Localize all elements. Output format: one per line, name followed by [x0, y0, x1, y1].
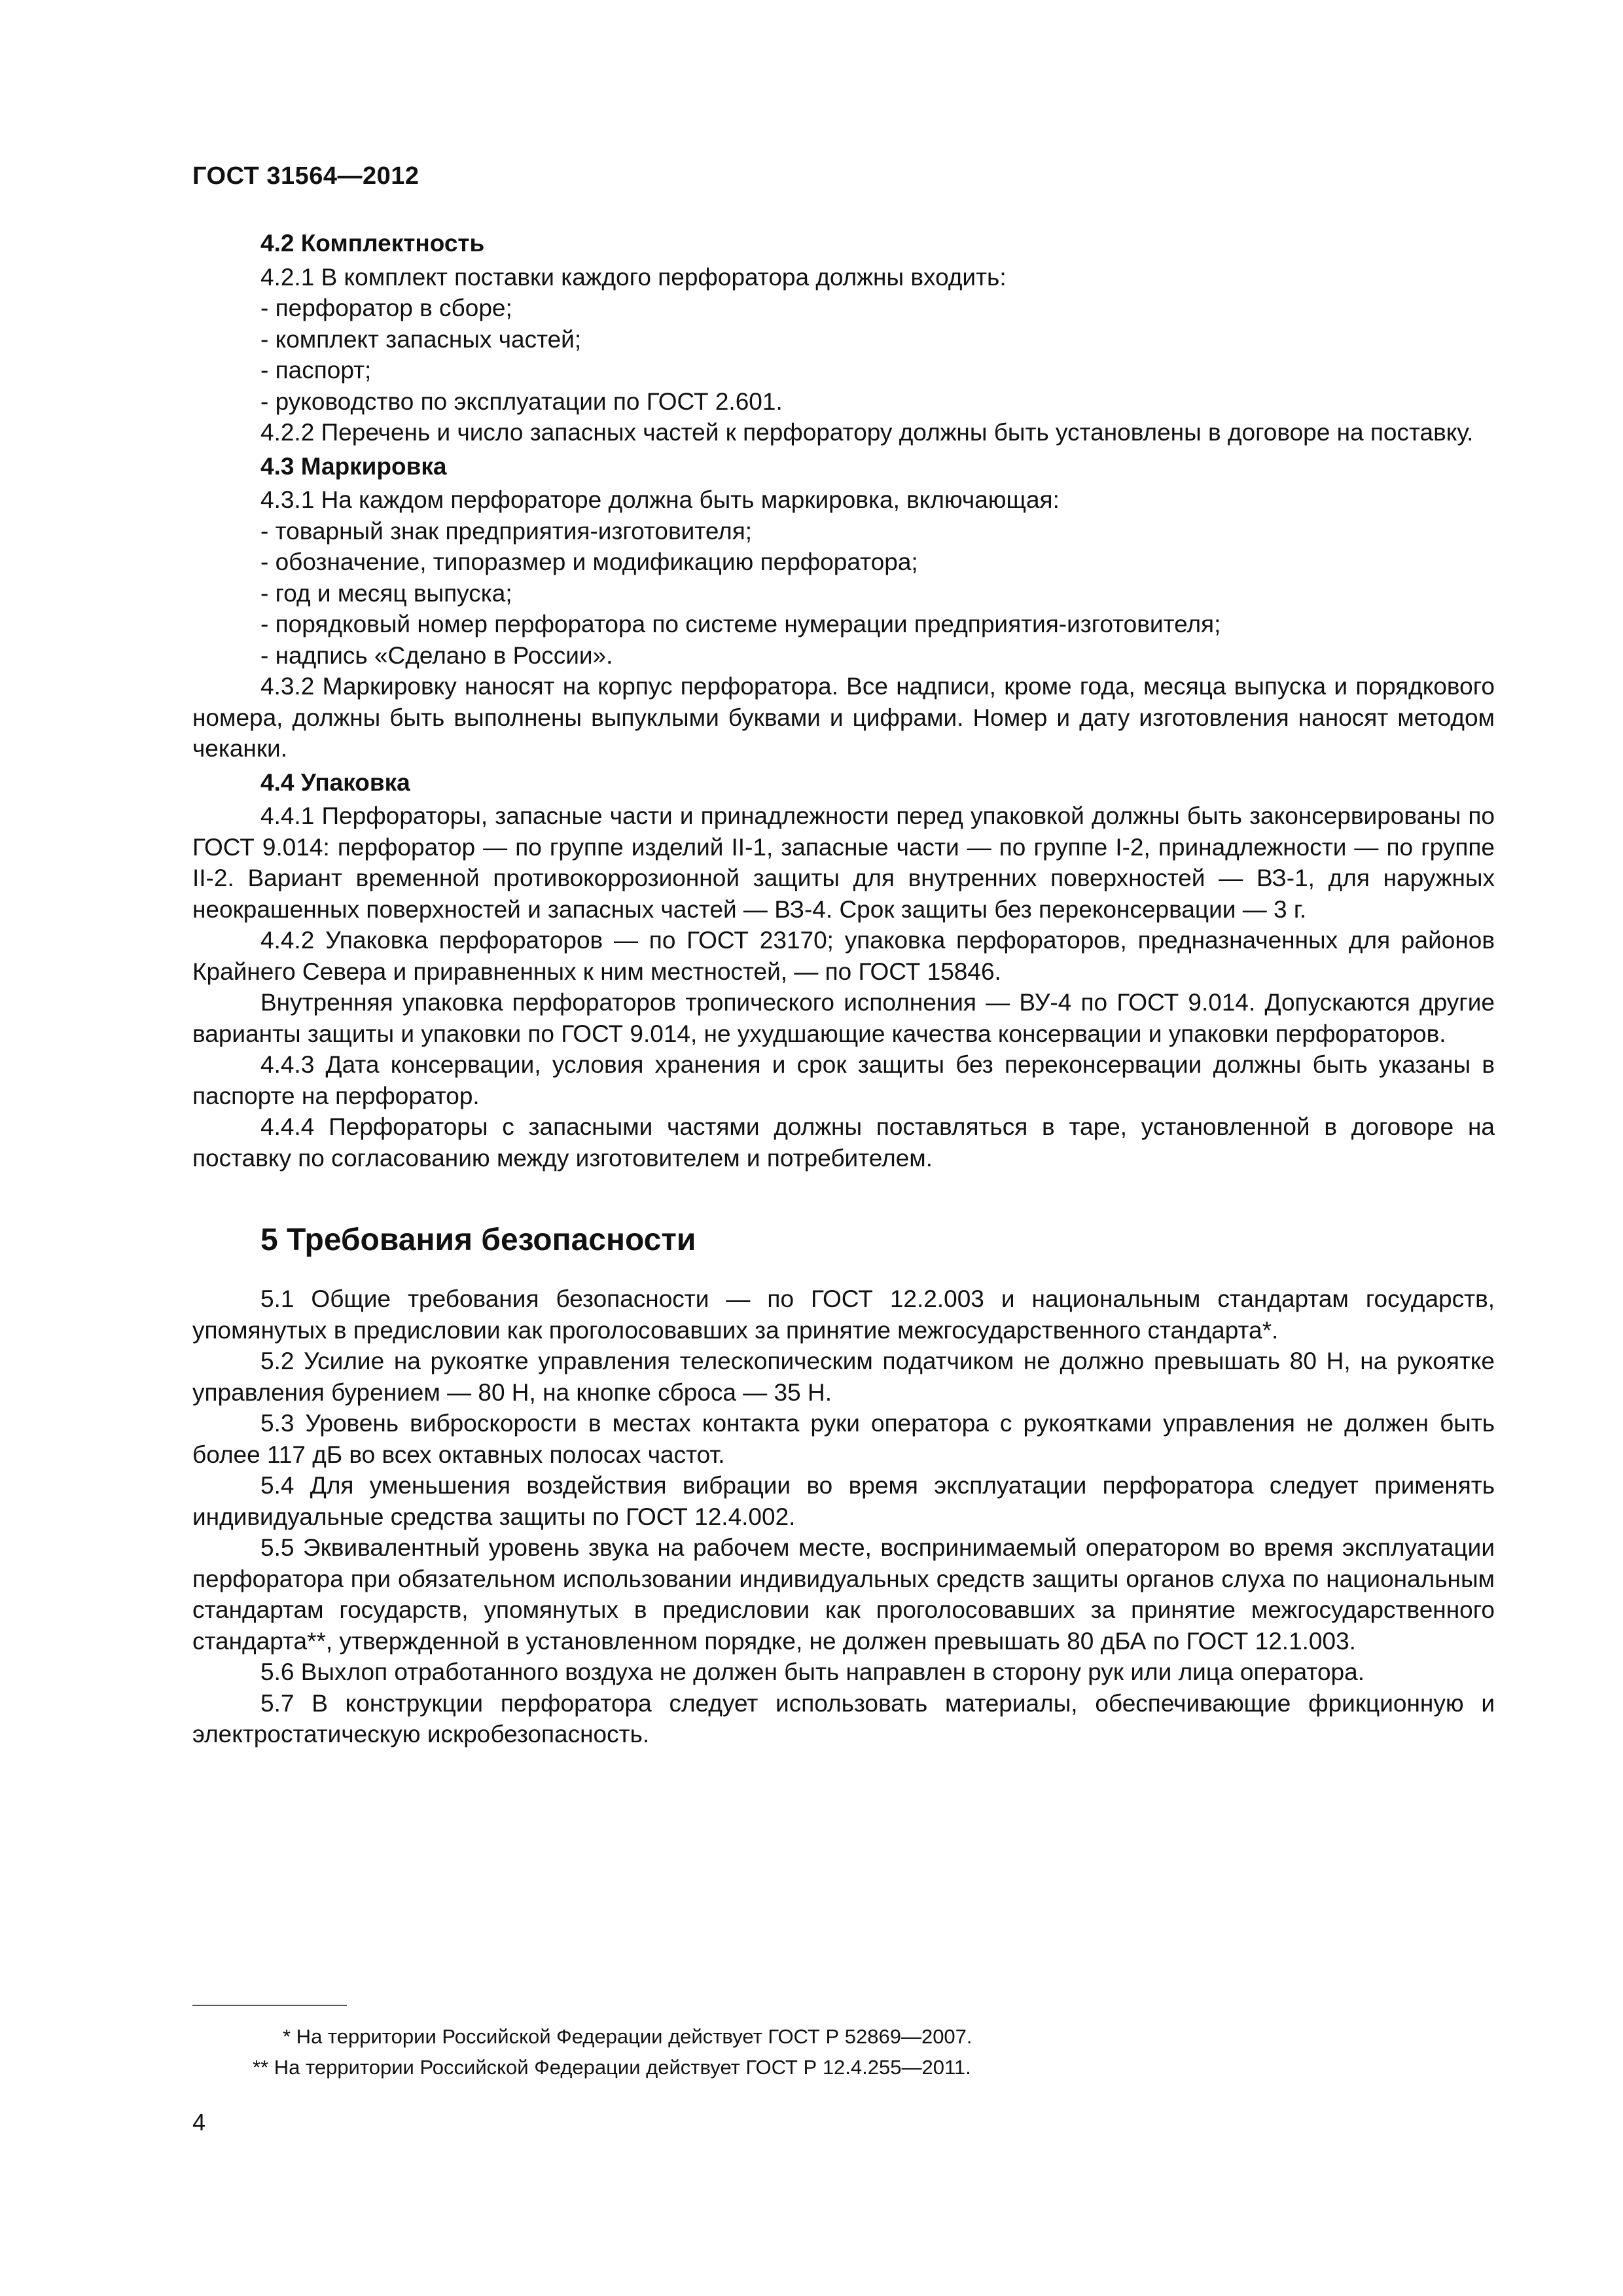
list-item: - товарный знак предприятия-изготовителя;: [260, 517, 753, 545]
list-item: - надпись «Сделано в России».: [260, 641, 613, 669]
footnote-2: ** На территории Российской Федерации действует ГОСТ Р 12.4.255—2011.: [253, 2056, 971, 2079]
clause-5-5: 5.5 Эквивалентный уровень звука на рабочем месте, воспринимаемый оператором во время эксплуатации перфоратора при обязательном использовании индивидуальных средств защиты органов слуха по национальным стандартам государств, упомянутых в предисловии как проголосовавших за принятие межгосударственного стандарта**, утвержденной в установленном порядке, не должен превышать 80 дБА по ГОСТ 12.1.003.: [192, 1534, 1495, 1655]
clause-4-3-2: 4.3.2 Маркировку наносят на корпус перфоратора. Все надписи, кроме года, месяца выпуска и порядкового номера, должны быть выполнены выпуклыми буквами и цифрами. Номер и дату изготовления наносят методом чеканки.: [192, 673, 1495, 762]
clause-4-2-2: 4.2.2 Перечень и число запасных частей к перфоратору должны быть установлены в договоре на поставку.: [260, 419, 1474, 446]
section-4-3-heading: 4.3 Маркировка: [260, 452, 447, 480]
clause-5-2: 5.2 Усилие на рукоятке управления телескопическим податчиком не должно превышать 80 Н, на рукоятке управления бурением — 80 Н, на кнопке сброса — 35 Н.: [192, 1348, 1495, 1406]
document-header: ГОСТ 31564—2012: [192, 162, 419, 190]
footnote-1: * На территории Российской Федерации действует ГОСТ Р 52869—2007.: [283, 2025, 972, 2048]
section-5-heading: 5 Требования безопасности: [260, 1223, 696, 1257]
list-item: - перфоратор в сборе;: [260, 295, 512, 321]
section-4-4-heading: 4.4 Упаковка: [260, 768, 410, 796]
clause-4-4-3: 4.4.3 Дата консервации, условия хранения и срок защиты без переконсервации должны быть указаны в паспорте на перфоратор.: [192, 1051, 1495, 1109]
list-item: - паспорт;: [260, 357, 372, 384]
clause-5-1: 5.1 Общие требования безопасности — по ГОСТ 12.2.003 и национальным стандартам государств, упомянутых в предисловии как проголосовавших за принятие межгосударственного стандарта*.: [192, 1285, 1495, 1344]
clause-4-4-1: 4.4.1 Перфораторы, запасные части и принадлежности перед упаковкой должны быть законсервированы по ГОСТ 9.014: перфоратор — по группе изделий II-1, запасные части — по группе I-2, принадлежности — по группе II-2. Вариант временной противокоррозионной защиты для внутренних поверхностей — ВЗ-1, для наружных неокрашенных поверхностей и запасных частей — ВЗ-4. Срок защиты без переконсервации — 3 г.: [192, 802, 1495, 923]
clause-4-4-4: 4.4.4 Перфораторы с запасными частями должны поставляться в таре, установленной в договоре на поставку по согласованию между изготовителем и потребителем.: [192, 1113, 1495, 1172]
list-item: - обозначение, типоразмер и модификацию перфоратора;: [260, 548, 918, 575]
clause-4-4-2-continued: Внутренняя упаковка перфораторов тропического исполнения — ВУ-4 по ГОСТ 9.014. Допускаются другие варианты защиты и упаковки по ГОСТ 9.014, не ухудшающие качества консервации и упаковки перфораторов.: [192, 989, 1495, 1047]
clause-5-7: 5.7 В конструкции перфоратора следует использовать материалы, обеспечивающие фрикционную и электростатическую искробезопасность.: [192, 1689, 1495, 1748]
list-item: - руководство по эксплуатации по ГОСТ 2.601.: [260, 387, 783, 415]
list-item: - комплект запасных частей;: [260, 325, 582, 353]
clause-4-3-1: 4.3.1 На каждом перфораторе должна быть маркировка, включающая:: [260, 486, 1060, 513]
page-number: 4: [192, 2109, 206, 2136]
footnotes: [192, 2021, 1495, 2083]
document-body: [192, 228, 1495, 1750]
section-4-2-heading: 4.2 Комплектность: [260, 230, 485, 257]
clause-4-2-1: 4.2.1 В комплект поставки каждого перфоратора должны входить:: [260, 263, 1007, 291]
clause-5-6: 5.6 Выхлоп отработанного воздуха не должен быть направлен в сторону рук или лица оператора.: [260, 1659, 1364, 1685]
footnote-divider: [192, 2005, 347, 2006]
clause-4-4-2: 4.4.2 Упаковка перфораторов — по ГОСТ 23170; упаковка перфораторов, предназначенных для районов Крайнего Севера и приравненных к ним местностей, — по ГОСТ 15846.: [192, 927, 1495, 985]
list-item: - год и месяц выпуска;: [260, 579, 512, 607]
clause-5-4: 5.4 Для уменьшения воздействия вибрации во время эксплуатации перфоратора следует применять индивидуальные средства защиты по ГОСТ 12.4.002.: [192, 1472, 1495, 1530]
list-item: - порядковый номер перфоратора по системе нумерации предприятия-изготовителя;: [260, 611, 1221, 637]
clause-5-3: 5.3 Уровень виброскорости в местах контакта руки оператора с рукоятками управления не должен быть более 117 дБ во всех октавных полосах частот.: [192, 1410, 1495, 1468]
